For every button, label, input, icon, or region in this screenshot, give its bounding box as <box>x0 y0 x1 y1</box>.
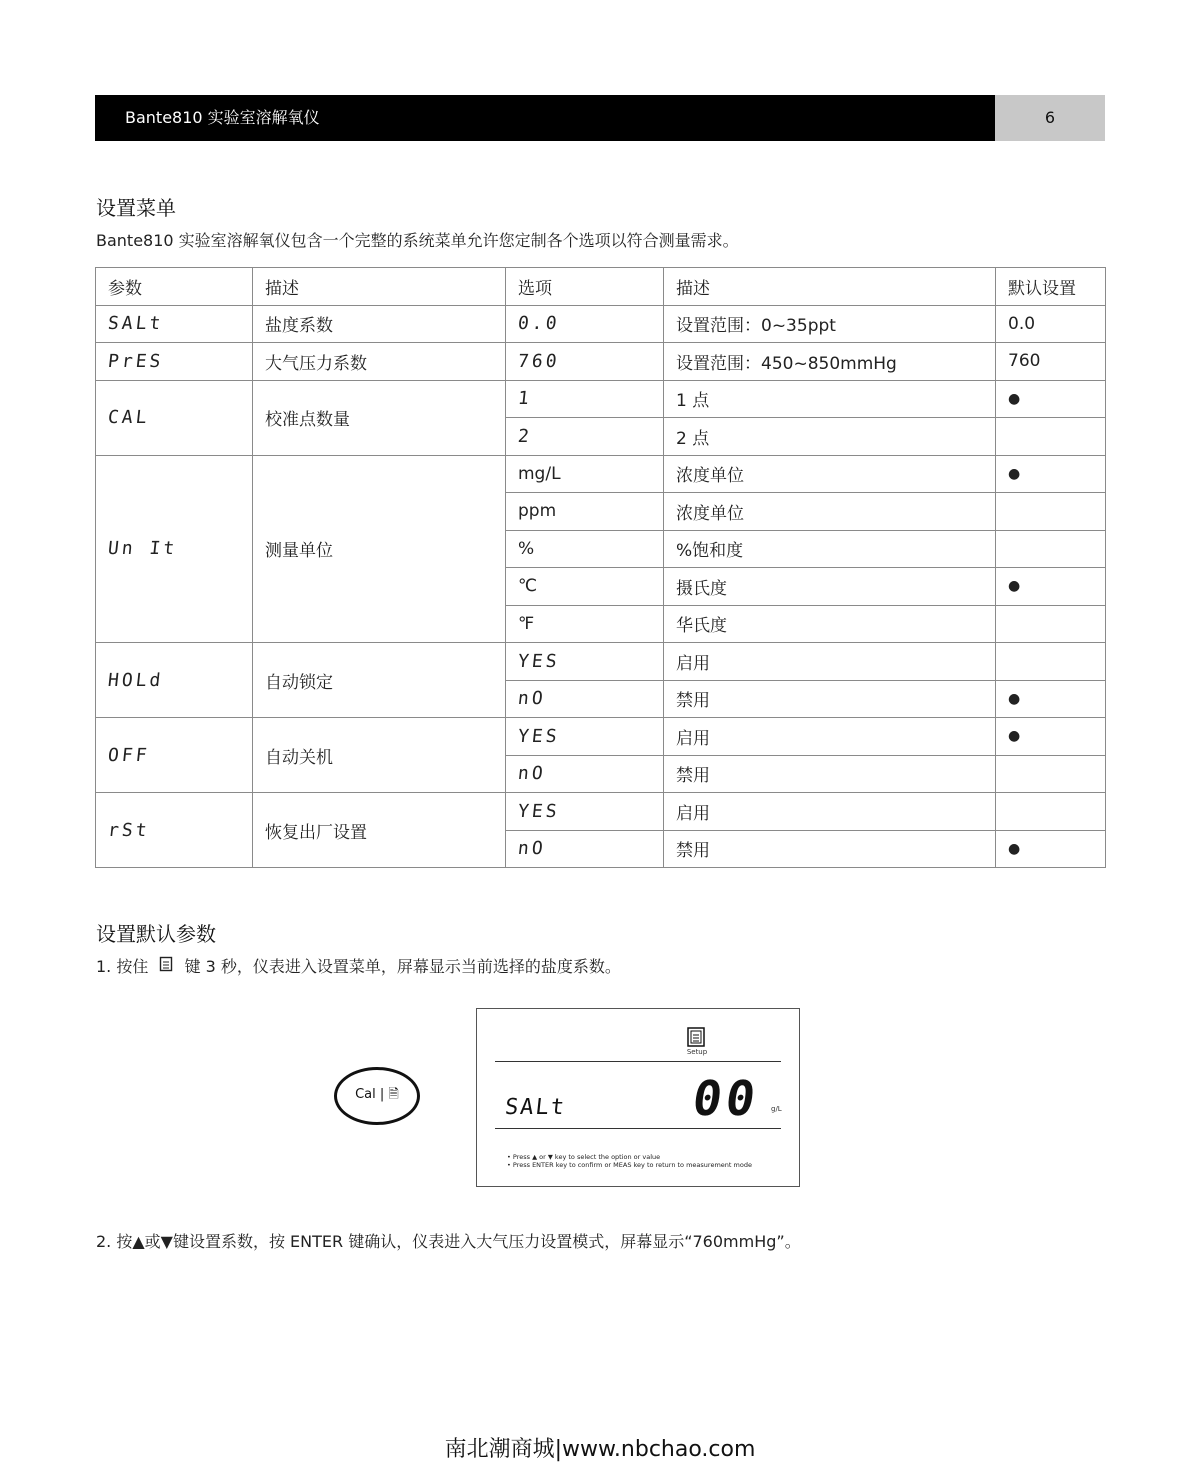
default-marker <box>996 793 1106 831</box>
param-code: HOLd <box>106 669 165 691</box>
option-desc: 1 点 <box>664 380 996 418</box>
default-marker: ● <box>996 568 1106 606</box>
option-value: 2 <box>516 425 533 447</box>
setup-document-icon <box>687 1027 705 1047</box>
lcd-divider <box>495 1128 781 1129</box>
lcd-hint-2: • Press ENTER key to confirm or MEAS key to return to measurement mode <box>507 1161 752 1169</box>
table-row <box>96 793 1106 831</box>
header-cell: 参数 <box>96 268 253 306</box>
footer-watermark: 南北潮商城|www.nbchao.com <box>444 1437 756 1462</box>
option-desc: 启用 <box>664 718 996 756</box>
default-marker <box>996 530 1106 568</box>
lcd-unit: g/L <box>771 1105 782 1113</box>
table-row <box>96 718 1106 756</box>
param-code: CAL <box>106 407 151 428</box>
option-desc: 禁用 <box>664 830 996 868</box>
settings-table <box>95 267 1106 868</box>
lcd-param-code: SALt <box>503 1095 568 1120</box>
header-cell: 选项 <box>506 268 664 306</box>
option-value: YES <box>516 650 561 672</box>
default-marker: ● <box>996 680 1106 718</box>
option-desc: 设置范围：0~35ppt <box>664 305 996 343</box>
table-row <box>96 343 1106 381</box>
param-desc: 大气压力系数 <box>253 343 506 381</box>
header-cell: 默认设置 <box>996 268 1106 306</box>
option-desc: 启用 <box>664 643 996 681</box>
default-value: 760 <box>996 343 1106 381</box>
option-desc: %饱和度 <box>664 530 996 568</box>
header-cell: 描述 <box>253 268 506 306</box>
section-title-default-params: 设置默认参数 <box>96 922 216 946</box>
option-value: nO <box>516 763 547 785</box>
document-icon <box>159 956 173 976</box>
lcd-display-figure <box>476 1008 800 1187</box>
table-row <box>96 643 1106 681</box>
default-value: 0.0 <box>996 305 1106 343</box>
option-desc: 设置范围：450~850mmHg <box>664 343 996 381</box>
option-desc: 启用 <box>664 793 996 831</box>
param-desc: 恢复出厂设置 <box>253 793 506 868</box>
table-row <box>96 305 1106 343</box>
default-marker <box>996 755 1106 793</box>
table-header-row <box>96 268 1106 306</box>
param-desc: 自动关机 <box>253 718 506 793</box>
step-1-lead: 1. 按住 <box>96 957 149 976</box>
option-desc: 2 点 <box>664 418 996 456</box>
default-marker: ● <box>996 455 1106 493</box>
param-code: rSt <box>106 819 151 841</box>
option-value: mg/L <box>506 455 664 493</box>
table-row <box>96 455 1106 493</box>
option-value: 1 <box>516 388 533 410</box>
option-desc: 摄氏度 <box>664 568 996 606</box>
step-1 <box>96 954 621 977</box>
option-value: YES <box>516 800 561 822</box>
lcd-divider <box>495 1061 781 1062</box>
option-desc: 浓度单位 <box>664 455 996 493</box>
option-desc: 浓度单位 <box>664 493 996 531</box>
param-desc: 自动锁定 <box>253 643 506 718</box>
option-value: 0.0 <box>516 313 561 335</box>
option-desc: 禁用 <box>664 680 996 718</box>
table-row <box>96 380 1106 418</box>
param-code: OFF <box>106 744 151 766</box>
header-cell: 描述 <box>664 268 996 306</box>
section-intro: Bante810 实验室溶解氧仪包含一个完整的系统菜单允许您定制各个选项以符合测量需求。 <box>96 231 739 250</box>
param-code: SALt <box>106 313 165 335</box>
step-2: 2. 按▲或▼键设置系数，按 ENTER 键确认，仪表进入大气压力设置模式，屏幕显示“760mmHg”。 <box>96 1232 801 1251</box>
param-desc: 校准点数量 <box>253 380 506 455</box>
option-desc: 华氏度 <box>664 605 996 643</box>
param-code: Un It <box>106 538 179 560</box>
default-marker <box>996 493 1106 531</box>
cal-button-label: Cal | 🗎 <box>355 1087 399 1102</box>
default-marker: ● <box>996 380 1106 418</box>
option-value: ℃ <box>506 568 664 606</box>
step-1-text: 键 3 秒，仪表进入设置菜单，屏幕显示当前选择的盐度系数。 <box>184 957 621 976</box>
option-value: 760 <box>516 350 561 372</box>
section-title-settings-menu: 设置菜单 <box>96 196 176 220</box>
option-value: nO <box>516 838 547 860</box>
default-marker <box>996 643 1106 681</box>
header-title-bar <box>95 95 995 141</box>
lcd-hint-1: • Press ▲ or ▼ key to select the option or value <box>507 1153 661 1161</box>
page-number-box <box>995 95 1105 141</box>
option-value: YES <box>516 725 561 747</box>
setup-label: Setup <box>686 1048 708 1056</box>
default-marker <box>996 418 1106 456</box>
default-marker <box>996 605 1106 643</box>
option-value: % <box>506 530 664 568</box>
default-marker: ● <box>996 718 1106 756</box>
param-desc: 盐度系数 <box>253 305 506 343</box>
default-marker: ● <box>996 830 1106 868</box>
page-number: 6 <box>1044 108 1056 127</box>
param-desc: 测量单位 <box>253 455 506 643</box>
cal-setup-button[interactable] <box>334 1067 420 1125</box>
option-value: ppm <box>506 493 664 531</box>
option-value: nO <box>516 688 547 710</box>
param-code: PrES <box>106 350 165 372</box>
header-title: Bante810 实验室溶解氧仪 <box>125 108 320 127</box>
option-desc: 禁用 <box>664 755 996 793</box>
lcd-value: 00 <box>689 1071 763 1127</box>
option-value: ℉ <box>506 605 664 643</box>
